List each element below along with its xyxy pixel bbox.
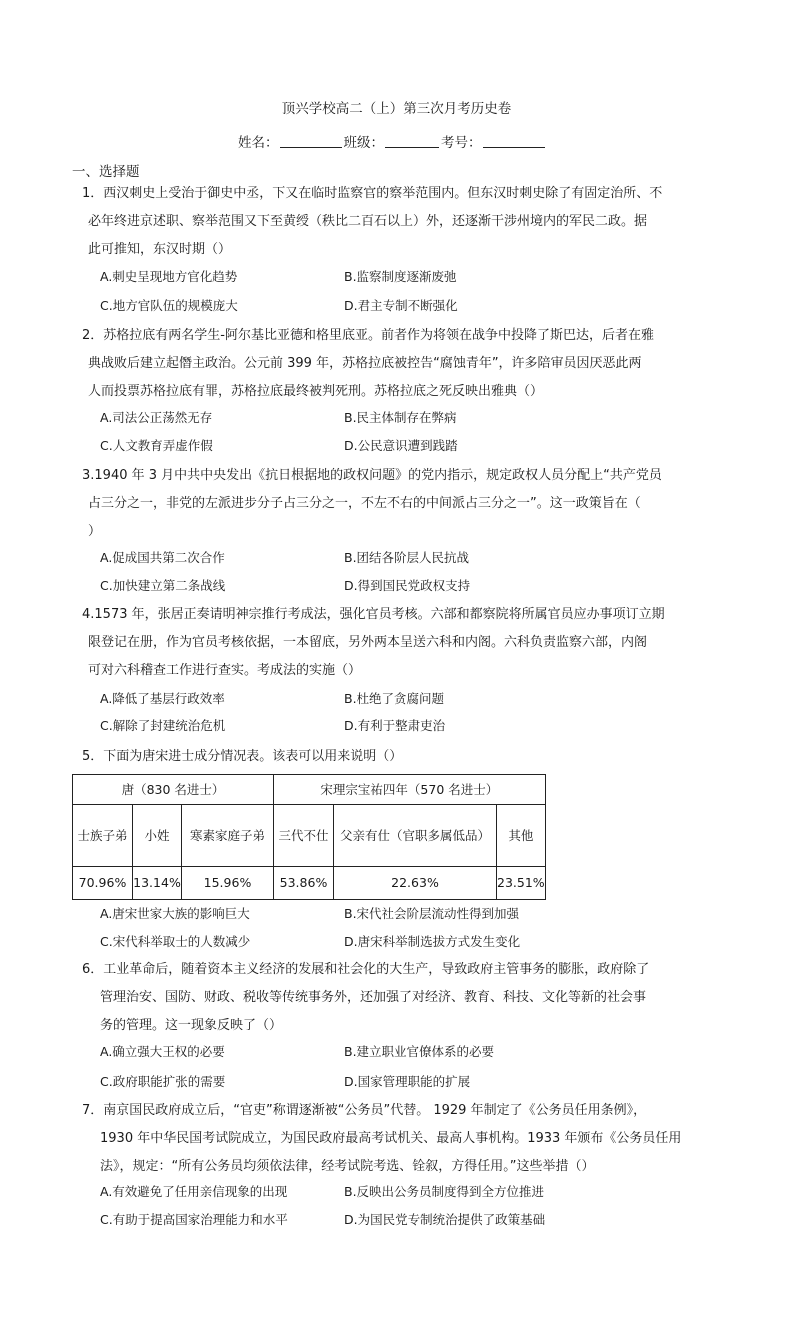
table-group-header-tang: 唐（830 名进士）	[73, 775, 274, 805]
option-d[interactable]: D.君主专制不断强化	[344, 298, 458, 313]
option-b[interactable]: B.民主体制存在弊病	[344, 410, 457, 425]
option-d[interactable]: D.公民意识遭到践踏	[344, 438, 458, 453]
options-row	[100, 687, 720, 711]
question-1	[82, 180, 712, 265]
question-line: 务的管理。这一现象反映了（）	[100, 1018, 283, 1034]
question-5	[82, 743, 712, 771]
option-b[interactable]: B.团结各阶层人民抗战	[344, 550, 470, 565]
question-line	[82, 743, 712, 771]
question-line	[82, 462, 712, 490]
question-text: 西汉刺史上受治于御史中丞，下又在临时监察官的察举范围内。但东汉时刺史除了有固定治所、不	[103, 186, 663, 201]
options-row	[100, 546, 720, 570]
exam-no-label: 考号：	[441, 135, 482, 151]
question-line	[82, 1097, 712, 1125]
options-row	[100, 434, 720, 458]
name-label: 姓名：	[238, 135, 279, 151]
section-title: 一、选择题	[72, 164, 140, 180]
table-cell: 13.14%	[133, 867, 182, 900]
option-a[interactable]: A.确立强大王权的必要	[100, 1044, 225, 1059]
question-6	[82, 956, 712, 1041]
question-number: 3.	[82, 468, 95, 483]
options-row	[100, 294, 720, 318]
question-number: 1．	[82, 186, 104, 201]
question-number: 4.	[82, 607, 95, 622]
question-number: 5．	[82, 749, 104, 764]
option-a[interactable]: A.促成国共第二次合作	[100, 550, 225, 565]
table-column-header: 三代不仕	[274, 805, 334, 867]
option-c[interactable]: C.人文教育弄虚作假	[100, 438, 213, 453]
option-c[interactable]: C.有助于提高国家治理能力和水平	[100, 1212, 288, 1227]
question-line: 1930 年中华民国考试院成立，为国民政府最高考试机关、最高人事机构。1933 年颁布《公务员任用	[100, 1131, 682, 1147]
question-7	[82, 1097, 712, 1182]
options-row	[100, 1180, 720, 1204]
options-row	[100, 930, 720, 954]
option-a[interactable]: A.有效避免了任用亲信现象的出现	[100, 1184, 288, 1199]
options-row	[100, 406, 720, 430]
question-number: 6．	[82, 962, 104, 977]
option-a[interactable]: A.唐宋世家大族的影响巨大	[100, 906, 250, 921]
table-cell: 22.63%	[334, 867, 497, 900]
question-line: 法》，规定：“所有公务员均须依法律，经考试院考选、铨叙，方得任用。”这些举措（）	[100, 1159, 595, 1175]
table-column-header: 其他	[497, 805, 546, 867]
option-d[interactable]: D.为国民党专制统治提供了政策基础	[344, 1212, 546, 1227]
options-row	[100, 265, 720, 289]
question-number: 2．	[82, 328, 104, 343]
table-column-header: 寒素家庭子弟	[182, 805, 274, 867]
question-line: 此可推知，东汉时期（）	[88, 242, 232, 258]
option-b[interactable]: B.宋代社会阶层流动性得到加强	[344, 906, 520, 921]
question-text: 1573 年，张居正奏请明神宗推行考成法，强化官员考核。六部和都察院将所属官员应办事项订立期	[94, 607, 665, 622]
table-cell: 70.96%	[73, 867, 133, 900]
table-column-header: 父亲有仕（官职多属低品）	[334, 805, 497, 867]
table-row	[73, 867, 546, 900]
table-group-header-song: 宋理宗宝祐四年（570 名进士）	[274, 775, 546, 805]
question-line: 必年终进京述职、察举范围又下至黄绶（秩比二百石以上）外，还逐渐干涉州境内的军民二政。据	[88, 214, 648, 230]
jinshi-composition-table	[72, 774, 546, 900]
option-a[interactable]: A.降低了基层行政效率	[100, 691, 225, 706]
options-row	[100, 1208, 720, 1232]
option-d[interactable]: D.国家管理职能的扩展	[344, 1074, 471, 1089]
exam-title: 顶兴学校高二（上）第三次月考历史卷	[281, 101, 512, 117]
question-line	[82, 322, 712, 350]
question-line: 管理治安、国防、财政、税收等传统事务外，还加强了对经济、教育、科技、文化等新的社会事	[100, 990, 647, 1006]
question-line: 人而投票苏格拉底有罪，苏格拉底最终被判死刑。苏格拉底之死反映出雅典（）	[88, 384, 544, 400]
table-column-header: 士族子弟	[73, 805, 133, 867]
question-line: 限登记在册，作为官员考核依据，一本留底，另外两本呈送六科和内阁。六科负责监察六部，内阁	[88, 635, 648, 651]
option-c[interactable]: C.宋代科举取士的人数减少	[100, 934, 251, 949]
option-b[interactable]: B.建立职业官僚体系的必要	[344, 1044, 495, 1059]
options-row	[100, 574, 720, 598]
question-line: ）	[88, 524, 102, 540]
question-line: 占三分之一，非党的左派进步分子占三分之一，不左不右的中间派占三分之一”。这一政策旨在（	[88, 496, 641, 512]
option-c[interactable]: C.地方官队伍的规模庞大	[100, 298, 238, 313]
options-row	[100, 1070, 720, 1094]
question-line: 典战败后建立起僭主政治。公元前 399 年，苏格拉底被控告“腐蚀青年”，许多陪审员因厌恶此两	[88, 356, 642, 372]
class-label: 班级：	[343, 135, 384, 151]
option-c[interactable]: C.解除了封建统治危机	[100, 718, 226, 733]
question-line	[82, 601, 712, 629]
option-b[interactable]: B.反映出公务员制度得到全方位推进	[344, 1184, 545, 1199]
table-column-row	[73, 805, 546, 867]
options-row	[100, 1040, 720, 1064]
question-line	[82, 956, 712, 984]
option-d[interactable]: D.得到国民党政权支持	[344, 578, 471, 593]
exam-no-blank[interactable]	[483, 135, 545, 148]
class-blank[interactable]	[385, 135, 439, 148]
question-text: 工业革命后，随着资本主义经济的发展和社会化的大生产，导致政府主管事务的膨胀，政府除了	[103, 962, 650, 977]
option-d[interactable]: D.有利于整肃吏治	[344, 718, 446, 733]
question-3	[82, 462, 712, 547]
question-line: 可对六科稽查工作进行查实。考成法的实施（）	[88, 663, 362, 679]
options-row	[100, 714, 720, 738]
options-row	[100, 902, 720, 926]
table-header-row	[73, 775, 546, 805]
question-2	[82, 322, 712, 407]
question-text: 南京国民政府成立后，“官吏”称谓逐渐被“公务员”代替。 1929 年制定了《公务员任用条例》，	[103, 1103, 647, 1118]
table-cell: 15.96%	[182, 867, 274, 900]
option-c[interactable]: C.加快建立第二条战线	[100, 578, 226, 593]
table-column-header: 小姓	[133, 805, 182, 867]
option-a[interactable]: A.司法公正荡然无存	[100, 410, 213, 425]
table-cell: 23.51%	[497, 867, 546, 900]
question-text: 苏格拉底有两名学生-阿尔基比亚德和格里底亚。前者作为将领在战争中投降了斯巴达，后者在雅	[103, 328, 654, 343]
question-number: 7．	[82, 1103, 104, 1118]
table-cell: 53.86%	[274, 867, 334, 900]
name-blank[interactable]	[280, 135, 342, 148]
option-d[interactable]: D.唐宋科举制选拔方式发生变化	[344, 934, 521, 949]
question-text: 1940 年 3 月中共中央发出《抗日根据地的政权问题》的党内指示，规定政权人员分配上“共产党员	[94, 468, 662, 483]
option-b[interactable]: B.监察制度逐渐废弛	[344, 269, 457, 284]
option-c[interactable]: C.政府职能扩张的需要	[100, 1074, 226, 1089]
question-text: 下面为唐宋进士成分情况表。该表可以用来说明（）	[103, 749, 403, 764]
option-b[interactable]: B.杜绝了贪腐问题	[344, 691, 445, 706]
option-a[interactable]: A.刺史呈现地方官化趋势	[100, 269, 238, 284]
student-info-line	[238, 131, 547, 151]
question-4	[82, 601, 712, 686]
question-line	[82, 180, 712, 208]
